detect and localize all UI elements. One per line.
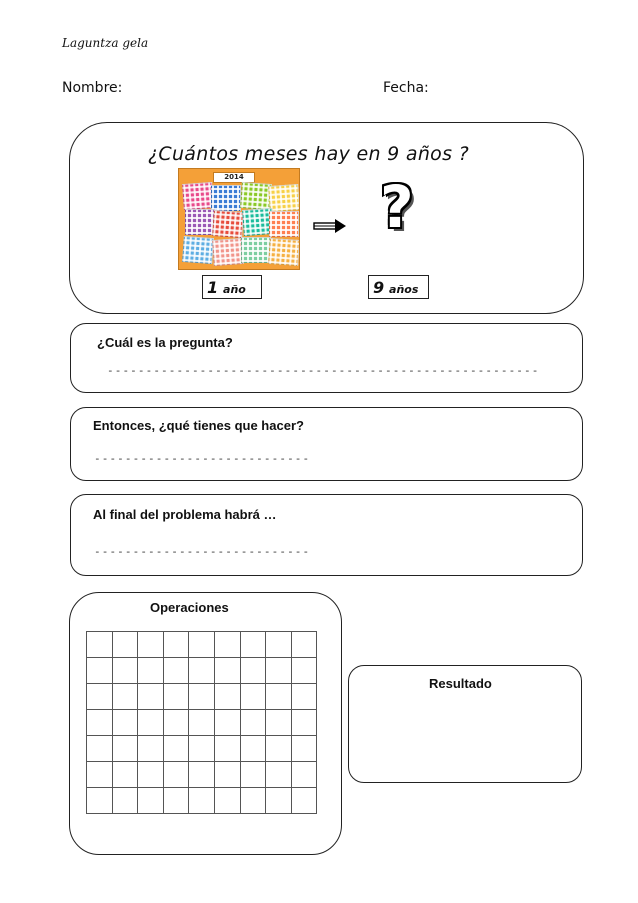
grid-cell[interactable] xyxy=(189,788,215,814)
grid-cell[interactable] xyxy=(112,632,138,658)
grid-cell[interactable] xyxy=(214,762,240,788)
grid-cell[interactable] xyxy=(87,684,113,710)
grid-cell[interactable] xyxy=(138,710,164,736)
grid-cell[interactable] xyxy=(214,632,240,658)
grid-cell[interactable] xyxy=(240,632,266,658)
grid-cell[interactable] xyxy=(266,762,292,788)
grid-row xyxy=(87,658,317,684)
operations-grid[interactable] xyxy=(86,631,317,814)
calendar-page xyxy=(268,184,300,212)
calendar-page xyxy=(185,209,215,235)
calendar-page xyxy=(269,211,299,237)
grid-cell[interactable] xyxy=(112,684,138,710)
grid-cell[interactable] xyxy=(266,788,292,814)
grid-row xyxy=(87,788,317,814)
calendar-page xyxy=(212,210,244,238)
tag-one-word: año xyxy=(223,283,246,296)
grid-cell[interactable] xyxy=(163,684,189,710)
grid-cell[interactable] xyxy=(214,736,240,762)
end-answer-line[interactable]: ---------------------------- xyxy=(94,545,311,558)
calendar-page xyxy=(182,236,214,264)
grid-cell[interactable] xyxy=(266,684,292,710)
grid-cell[interactable] xyxy=(291,710,317,736)
grid-cell[interactable] xyxy=(87,788,113,814)
calendar-page xyxy=(241,237,271,263)
grid-cell[interactable] xyxy=(112,736,138,762)
grid-cell[interactable] xyxy=(112,762,138,788)
grid-cell[interactable] xyxy=(214,658,240,684)
grid-cell[interactable] xyxy=(189,736,215,762)
grid-cell[interactable] xyxy=(138,762,164,788)
calendar-page xyxy=(182,182,214,210)
todo-answer-line[interactable]: ---------------------------- xyxy=(94,452,311,465)
tag-nine-number: 9 xyxy=(373,278,385,297)
calendar-image xyxy=(178,168,300,270)
grid-cell[interactable] xyxy=(214,684,240,710)
grid-cell[interactable] xyxy=(112,658,138,684)
name-label: Nombre: xyxy=(62,80,123,96)
question-answer-line[interactable]: -------------------------------------------------------- xyxy=(107,364,540,377)
todo-prompt: Entonces, ¿qué tienes que hacer? xyxy=(93,418,304,433)
grid-cell[interactable] xyxy=(240,684,266,710)
calendar-page xyxy=(268,238,300,266)
grid-cell[interactable] xyxy=(240,762,266,788)
grid-row xyxy=(87,710,317,736)
grid-cell[interactable] xyxy=(214,788,240,814)
grid-cell[interactable] xyxy=(138,632,164,658)
grid-cell[interactable] xyxy=(87,658,113,684)
grid-cell[interactable] xyxy=(163,788,189,814)
grid-cell[interactable] xyxy=(291,788,317,814)
tag-one-year xyxy=(202,275,262,299)
grid-cell[interactable] xyxy=(112,788,138,814)
grid-cell[interactable] xyxy=(291,684,317,710)
calendar-page xyxy=(212,238,244,266)
grid-cell[interactable] xyxy=(163,762,189,788)
grid-cell[interactable] xyxy=(240,710,266,736)
grid-cell[interactable] xyxy=(163,632,189,658)
calendar-banner: 2014 xyxy=(213,172,255,183)
question-mark-icon: ? xyxy=(380,173,414,241)
tag-nine-years xyxy=(368,275,429,299)
grid-cell[interactable] xyxy=(138,658,164,684)
arrow-right-icon xyxy=(313,219,347,233)
grid-cell[interactable] xyxy=(291,762,317,788)
question-box xyxy=(70,323,583,393)
grid-cell[interactable] xyxy=(189,684,215,710)
grid-row xyxy=(87,684,317,710)
operations-title: Operaciones xyxy=(150,600,229,615)
date-label: Fecha: xyxy=(383,80,429,96)
grid-cell[interactable] xyxy=(163,658,189,684)
grid-cell[interactable] xyxy=(189,710,215,736)
grid-cell[interactable] xyxy=(138,736,164,762)
tag-nine-word: años xyxy=(389,283,419,296)
grid-cell[interactable] xyxy=(291,658,317,684)
grid-cell[interactable] xyxy=(87,762,113,788)
grid-cell[interactable] xyxy=(266,632,292,658)
grid-cell[interactable] xyxy=(266,658,292,684)
grid-cell[interactable] xyxy=(291,632,317,658)
grid-cell[interactable] xyxy=(87,736,113,762)
grid-cell[interactable] xyxy=(240,788,266,814)
grid-cell[interactable] xyxy=(189,658,215,684)
grid-cell[interactable] xyxy=(138,684,164,710)
grid-cell[interactable] xyxy=(189,762,215,788)
grid-cell[interactable] xyxy=(163,710,189,736)
grid-row xyxy=(87,632,317,658)
grid-cell[interactable] xyxy=(266,736,292,762)
question-prompt: ¿Cuál es la pregunta? xyxy=(97,335,233,350)
tag-one-number: 1 xyxy=(207,278,219,297)
result-title: Resultado xyxy=(429,676,492,691)
grid-cell[interactable] xyxy=(138,788,164,814)
grid-row xyxy=(87,736,317,762)
grid-cell[interactable] xyxy=(291,736,317,762)
grid-cell[interactable] xyxy=(189,632,215,658)
calendar-page xyxy=(211,185,241,211)
grid-cell[interactable] xyxy=(112,710,138,736)
grid-cell[interactable] xyxy=(240,658,266,684)
end-prompt: Al final del problema habrá … xyxy=(93,507,277,522)
header-title: Laguntza gela xyxy=(62,36,149,50)
calendar-page xyxy=(240,182,272,210)
grid-cell[interactable] xyxy=(240,736,266,762)
grid-cell[interactable] xyxy=(87,632,113,658)
grid-row xyxy=(87,762,317,788)
grid-cell[interactable] xyxy=(214,710,240,736)
problem-question: ¿Cuántos meses hay en 9 años ? xyxy=(148,143,470,165)
grid-cell[interactable] xyxy=(163,736,189,762)
grid-cell[interactable] xyxy=(87,710,113,736)
grid-cell[interactable] xyxy=(266,710,292,736)
